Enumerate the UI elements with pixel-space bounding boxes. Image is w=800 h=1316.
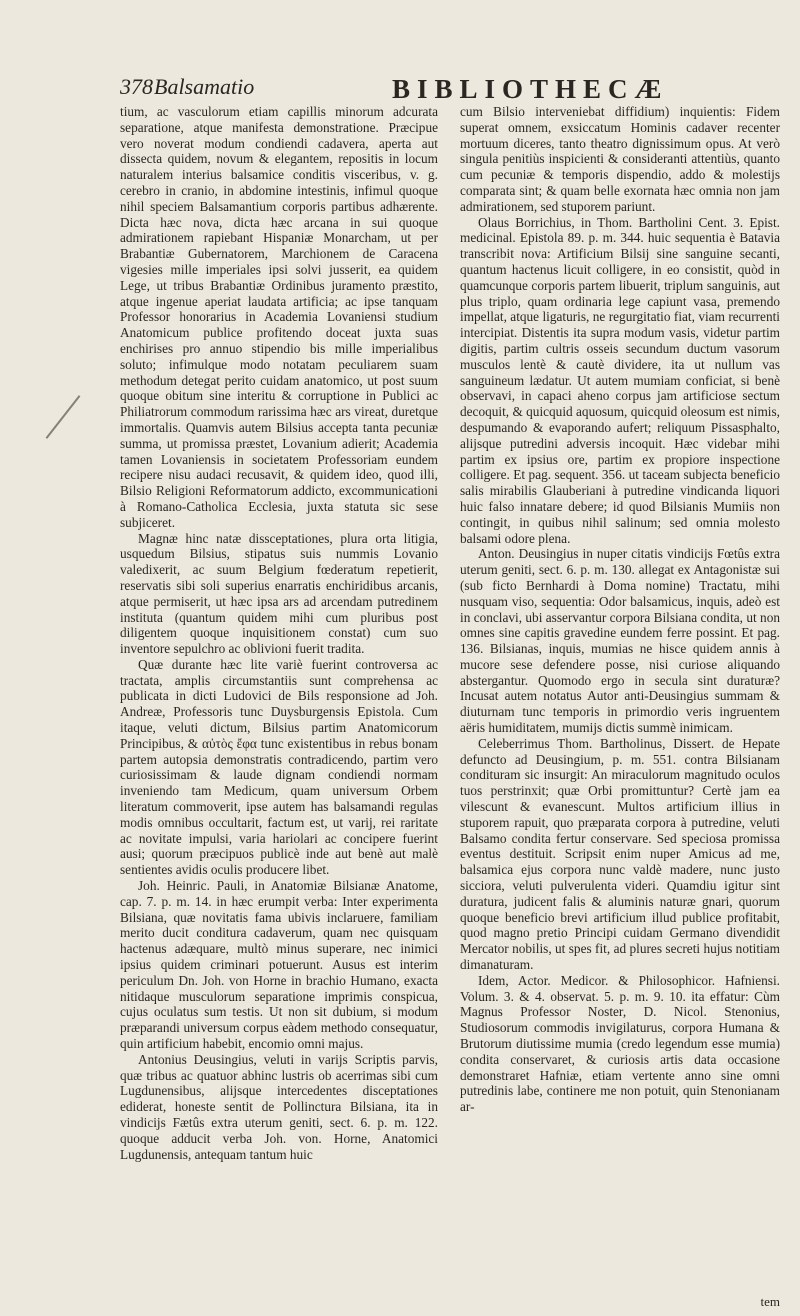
section-title: BIBLIOTHECÆ	[392, 74, 669, 104]
paragraph: Anton. Deusingius in nuper citatis vindicijs Fœtûs extra uterum geniti, sect. 6. p. m. 130. allegat ex Antagonistæ sui (sub ficto Bernhardi à Doma nomine) Tractatu, mihi nusquam viso, sequentia: Odor balsamicus, inquis, adeò est in conclavi, ubi asservantur corpora Bilsiana condita, ut non omnes sine capitis gravedine eundem ferre possint. Et pag. 136. Bilsianas, inquis, mumias ne hisce quidem annis à mucore sese defendere posse, nisi curiose aliquando abstergantur. Quomodo ergo in secula sint duraturæ? Incusat autem notatus Autor anti-Deusingius summam & diuturnam tunc temporis in primordio veris ingruentem aëris humiditatem, mumijs dictis summè inimicam.	[460, 546, 780, 736]
paragraph: Olaus Borrichius, in Thom. Bartholini Cent. 3. Epist. medicinal. Epistola 89. p. m. 344. huic sequentia è Batavia transcribit nova: Artificium Bilsij sine sanguine secanti, quantum hactenus licuit colligere, in eo consistit, quòd in quamcunque corporis partem libuerit, triplum sanguinis, aut plus triplo, quam ordinaria lege capiunt vasa, premendo impellat, atque ligaturis, ne regurgitatio fiat, viam recurrenti intercipiat. Distentis ita supra modum vasis, videtur partim digitis, partim cultris osseis secundum ductum vasorum musculos lentè & cautè dividere, ita ut nullum vas sanguineum lædatur. Ut autem mumiam conficiat, si benè observavi, in capaci aheno corpus jam artificiose sectum decoquit, & quicquid aquosum, quicquid oleosum est nimis, despumando & evaporando aufert; reliquum Pissasphalto, alijsque putredini adversis incoquit. Hæc videbar mihi partim ex ipsius ore, partim ex propiore inspectione colligere. Et pag. sequent. 356. ut taceam subjecta beneficio salis mirabilis Glauberiani à putredine vindicanda liquori huic falso innatare debere; id quod Bilsianis Mumiis non contingit, in quibus nihil salinum; sed omnia molesto balsami odore plena.	[460, 214, 780, 546]
paragraph: cum Bilsio interveniebat diffidium) inquientis: Fidem superat omnem, exsiccatum Hominis cadaver recenter mortuum diceres, tanto theatro dignissimum opus. At verò singula penitiùs inspicienti & consideranti attentiùs, quanto cum pecuniæ & temporis dispendio, addo & molestijs comparata sint; & quam belle exornata hæc omnia non jam admirationem, sed stuporem pariunt.	[460, 104, 780, 214]
paragraph: Celeberrimus Thom. Bartholinus, Dissert. de Hepate defuncto ad Deusingium, p. m. 551. contra Bilsianam condituram sic insurgit: An miraculorum magnitudo oculos tuos perstrinxit; quæ Orbi promittuntur? Certè jam ea vilescunt & evanescunt. Multos artificium illius in stuporem rapuit, quo præparata corpora à putredine, veluti Balsamo condita fertur conservare. Sed speciosa promissa eventus destituit. Scripsit enim nuper Amicus ad me, balsamica ejus corpora nunc valdè madere, nunc justo sicciora, veluti pulverulenta videri. Quamdiu igitur sint duratura, judicent falis & aluminis naturæ gnari, quorum quoque beneficio brevi artificium illud publice profitabit, quod magno pretio Principi cuidam Germano divendidit Mercator nobilis, ut spes fit, ad plures secreti hujus notitiam dimanaturam.	[460, 735, 780, 973]
paragraph: Antonius Deusingius, veluti in varijs Scriptis parvis, quæ tribus ac quatuor abhinc lustris ob acerrimas sibi cum Lugdunensibus, alijsque intercedentes disceptationes ediderat, honeste sentit de Pollinctura Bilsiana, ita in vindicijs Fætûs extra uterum geniti, sect. 6. p. m. 122. quoque adducit verba Joh. von. Horne, Anatomici Lugdunensis, antequam tantum huic	[120, 1051, 438, 1162]
paragraph: Magnæ hinc natæ dissceptationes, plura orta litigia, usquedum Bilsius, stipatus suis nummis Lovanio valedixerit, ac suum Belgium fœderatum repetierit, reservatis sibi soli superius enarratis enchiridibus arcanis, atque permiserit, ut hæc ipsa ars ad arcendam putredinem instituta (quantum quidem mihi cum pluribus post diligentem quoque inquisitionem constat) cum suo inventore sepulchro ac oblivioni fuerit tradita.	[120, 530, 438, 657]
paragraph: Quæ durante hæc lite variè fuerint controversa ac tractata, amplis circumstantiis sunt comprehensa ac publicata in dicti Ludovici de Bils responsione ad Joh. Andreæ, Professoris tunc Duysburgensis Epistola. Cum itaque, veluti dictum, Bilsius partim Anatomicorum Principibus, & αὐτὸς ἔφα tunc existentibus in rebus bonam partem autopsia demonstratis contradicendo, partim vero curiosissimam & laude dignam condiendi normam inveniendo tam Medicum, quam universum Orbem literatum commoverit, ipse autem has balsamandi regulas modis omnibus occultarit, factum est, ut varij, rei raritate ac novitate impulsi, varia hariolari ac concipere fuerint ausi; quorum præcipuos publicè inde aut benè aut malè sentientes avidis oculis producere libet.	[120, 656, 438, 878]
page-header	[120, 74, 780, 102]
paragraph: tium, ac vasculorum etiam capillis minorum adcurata separatione, atque manifesta demonstratione. Præcipue vero noverat modum condiendi cadavera, aperta aut dissecta quidem, novum & elegantem, repositis in locum naturalem interius balsamice conditis visceribus, v. g. cerebro in cranio, in abdomine intestinis, infimul quoque nihil speciem Balsamantium corporis partibus adhærente. Dicta hæc nova, dicta hæc arcana in sui quoque admirationem rapiebant Hispaniæ Monarcham, ut per Brabantiæ Gubernatorem, Marchionem de Caracena vigesies mille imperiales ipsi solvi jusserit, ea quidem Lege, ut tribus Brabantiæ Ordinibus juramento præstito, atque ingenue aperiat laudata artificia; ac ipse tanquam Professor honorarius in Academia Lovaniensi studium Anatomicum publice profitendo doceat juxta suas enchirises pro annuo stipendio bis mille imperialibus soluto; infimulque modo notatam peculiarem suam methodum detegat perito cuidam anatomico, ut post suum quoque obitum sine interitu & corruptione in Publici ac Philiatrorum commodum rarissima hæc ars vireat, duretque immortalis. Quamvis autem Bilsius accepta tanta pecuniæ summa, ut promissa præstet, Lovanium adierit; Academia tamen Lovaniensis in societatem Professoriam eundem recipere nisu audaci recusavit, & quidem ideo, quod illi, Bilsio Religioni Reformatorum addicto, excommunicationi à Romano-Catholica Ecclesia, juxta statuta sic sese subjiceret.	[120, 104, 438, 530]
paragraph: Idem, Actor. Medicor. & Philosophicor. Hafniensi. Volum. 3. & 4. observat. 5. p. m. 9. 10. ita effatur: Cùm Magnus Professor Noster, D. Nicol. Stenonius, Studiosorum commodis invigilaturus, corpora Humana & Brutorum diutissime mumia (credo legendum esse mumia) condita conservaret, & curiosis artis data occasione demonstraret Hafniæ, etiam vertente anno sine omni putredinis labe, continere me non potuit, quin Stenonianam ar-	[460, 972, 780, 1115]
left-column	[120, 104, 438, 1162]
margin-pen-mark	[46, 395, 81, 439]
paragraph: Joh. Heinric. Pauli, in Anatomiæ Bilsianæ Anatome, cap. 7. p. m. 14. in hæc erumpit verba: Inter experimenta Bilsiana, quæ novitatis fama ubivis inclaruere, familiam merito ducit conditura cadaverum, quam nec quisquam hactenus adæquare, multò minus superare, nec inimici ipsius quidem criminari potuerunt. Ausus est interim periculum Dn. Joh. von Horne in brachio Humano, exacta nitidaque musculorum separatione imprimis conspicua, cujus oculatus sum testis. Ut non sit dubium, si modum præparandi universum corpus eàdem methodo consequatur, quin artificium habebit, encomio omni majus.	[120, 878, 438, 1052]
right-column	[460, 104, 780, 1115]
catchword: tem	[760, 1294, 780, 1309]
page-number: 378	[120, 74, 153, 99]
running-title: Balsamatio	[154, 74, 255, 99]
